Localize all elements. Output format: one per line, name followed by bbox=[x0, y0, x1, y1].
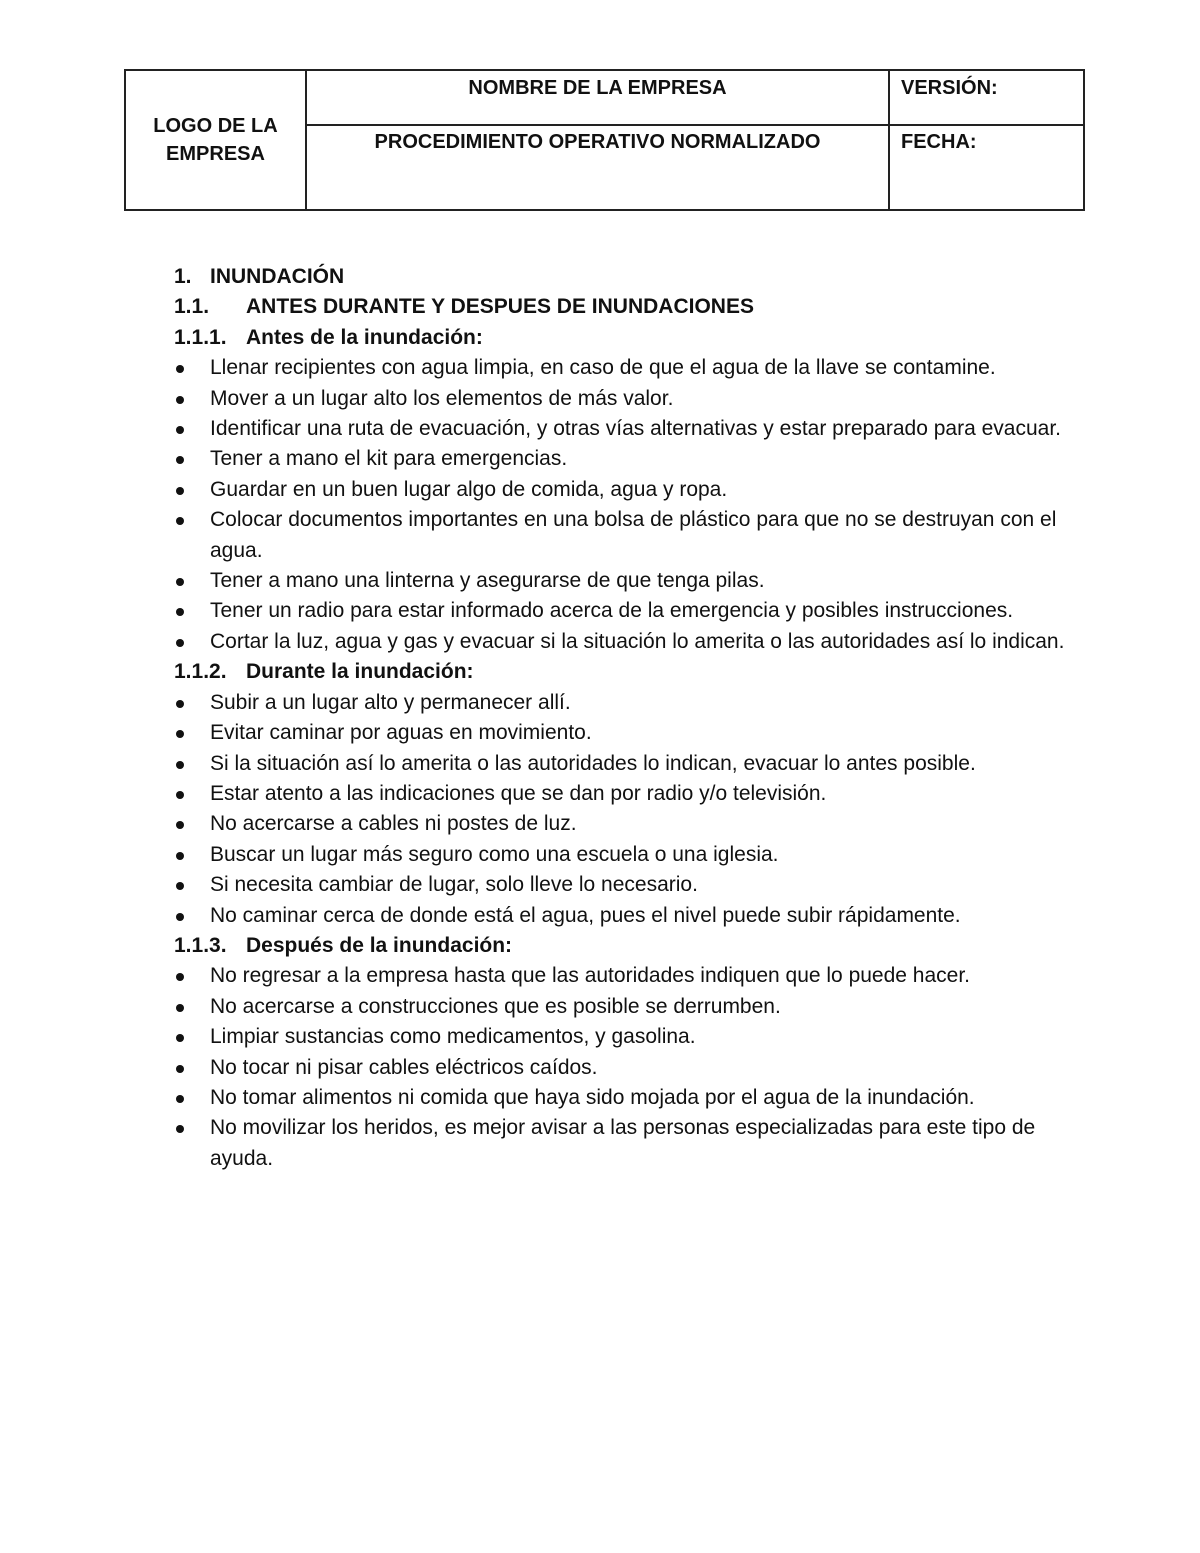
list-item: Identificar una ruta de evacuación, y otras vías alternativas y estar preparado para evacuar. bbox=[174, 414, 1074, 444]
date-cell bbox=[890, 126, 1083, 209]
list-item: Guardar en un buen lugar algo de comida, agua y ropa. bbox=[174, 475, 1074, 505]
list-item: Tener a mano una linterna y asegurarse de que tenga pilas. bbox=[174, 566, 1074, 596]
list-item: Buscar un lugar más seguro como una escuela o una iglesia. bbox=[174, 840, 1074, 870]
section-number: 1. bbox=[174, 265, 192, 288]
list-item: Evitar caminar por aguas en movimiento. bbox=[174, 718, 1074, 748]
list-item: Limpiar sustancias como medicamentos, y gasolina. bbox=[174, 1022, 1074, 1052]
list-item: No regresar a la empresa hasta que las autoridades indiquen que lo puede hacer. bbox=[174, 961, 1074, 991]
list-item: No tomar alimentos ni comida que haya sido mojada por el agua de la inundación. bbox=[174, 1083, 1074, 1113]
before-number: 1.1.1. bbox=[174, 325, 227, 349]
after-list bbox=[174, 961, 1074, 1174]
before-heading bbox=[174, 323, 1074, 353]
company-name: NOMBRE DE LA EMPRESA bbox=[468, 77, 727, 99]
during-list bbox=[174, 688, 1074, 931]
procedure-title: PROCEDIMIENTO OPERATIVO NORMALIZADO bbox=[374, 131, 821, 153]
list-item: Tener a mano el kit para emergencias. bbox=[174, 444, 1074, 474]
before-title: Antes de la inundación: bbox=[246, 325, 483, 349]
section-title: INUNDACIÓN bbox=[210, 265, 345, 288]
after-number: 1.1.3. bbox=[174, 933, 227, 957]
procedure-title-cell bbox=[307, 126, 890, 209]
version-cell bbox=[890, 71, 1083, 126]
during-title: Durante la inundación: bbox=[246, 660, 474, 684]
list-item: Colocar documentos importantes en una bolsa de plástico para que no se destruyan con el agua. bbox=[174, 505, 1074, 566]
document-body bbox=[174, 262, 1074, 1174]
during-heading bbox=[174, 657, 1074, 687]
after-heading bbox=[174, 931, 1074, 961]
list-item: No caminar cerca de donde está el agua, pues el nivel puede subir rápidamente. bbox=[174, 901, 1074, 931]
list-item: No acercarse a cables ni postes de luz. bbox=[174, 809, 1074, 839]
after-title: Después de la inundación: bbox=[246, 933, 513, 957]
before-list bbox=[174, 353, 1074, 657]
company-name-cell bbox=[307, 71, 890, 126]
list-item: Cortar la luz, agua y gas y evacuar si la situación lo amerita o las autoridades así lo indican. bbox=[174, 627, 1074, 657]
list-item: Subir a un lugar alto y permanecer allí. bbox=[174, 688, 1074, 718]
list-item: No acercarse a construcciones que es posible se derrumben. bbox=[174, 992, 1074, 1022]
during-number: 1.1.2. bbox=[174, 660, 227, 684]
list-item: No movilizar los heridos, es mejor avisar a las personas especializadas para este tipo de ayuda. bbox=[174, 1113, 1074, 1174]
list-item: Llenar recipientes con agua limpia, en caso de que el agua de la llave se contamine. bbox=[174, 353, 1074, 383]
list-item: Mover a un lugar alto los elementos de más valor. bbox=[174, 384, 1074, 414]
list-item: No tocar ni pisar cables eléctricos caídos. bbox=[174, 1053, 1074, 1083]
list-item: Si necesita cambiar de lugar, solo lleve lo necesario. bbox=[174, 870, 1074, 900]
logo-placeholder: LOGO DE LA EMPRESA bbox=[153, 115, 278, 165]
subsection-number: 1.1. bbox=[174, 295, 210, 319]
header-table bbox=[124, 69, 1085, 211]
list-item: Si la situación así lo amerita o las autoridades lo indican, evacuar lo antes posible. bbox=[174, 749, 1074, 779]
section-heading bbox=[174, 262, 1074, 292]
date-label: FECHA: bbox=[901, 131, 977, 153]
subsection-heading bbox=[174, 292, 1074, 322]
logo-cell bbox=[126, 71, 307, 209]
list-item: Estar atento a las indicaciones que se dan por radio y/o televisión. bbox=[174, 779, 1074, 809]
version-label: VERSIÓN: bbox=[901, 77, 998, 99]
list-item: Tener un radio para estar informado acerca de la emergencia y posibles instrucciones. bbox=[174, 596, 1074, 626]
subsection-title: ANTES DURANTE Y DESPUES DE INUNDACIONES bbox=[246, 295, 754, 319]
